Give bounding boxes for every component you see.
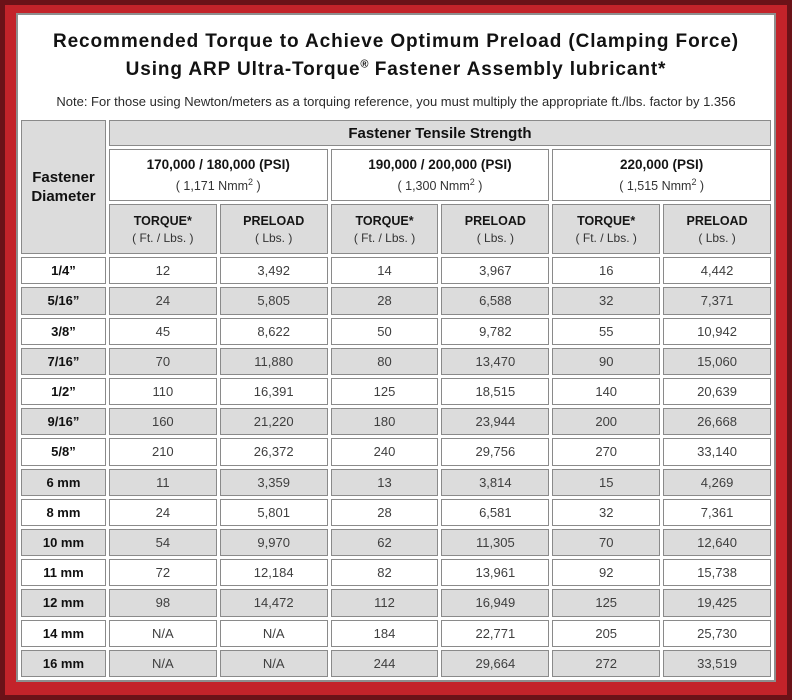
fastener-diameter-cell: 7/16” bbox=[21, 348, 106, 375]
table-row bbox=[21, 257, 771, 284]
preload-value-cell: 15,738 bbox=[663, 559, 771, 586]
preload-value-cell: 22,771 bbox=[441, 620, 549, 647]
torque-value-cell: 24 bbox=[109, 499, 217, 526]
preload-value-cell: 13,961 bbox=[441, 559, 549, 586]
torque-value-cell: 140 bbox=[552, 378, 660, 405]
torque-value-cell: 15 bbox=[552, 469, 660, 496]
fastener-diameter-cell: 1/4” bbox=[21, 257, 106, 284]
torque-value-cell: 13 bbox=[331, 469, 439, 496]
torque-value-cell: 210 bbox=[109, 438, 217, 465]
preload-value-cell: 3,814 bbox=[441, 469, 549, 496]
preload-column-header: PRELOAD ( Lbs. ) bbox=[220, 204, 328, 254]
torque-value-cell: 24 bbox=[109, 287, 217, 314]
table-row bbox=[21, 287, 771, 314]
preload-value-cell: 11,305 bbox=[441, 529, 549, 556]
torque-value-cell: 98 bbox=[109, 589, 217, 616]
torque-value-cell: 50 bbox=[331, 318, 439, 345]
preload-value-cell: 7,361 bbox=[663, 499, 771, 526]
preload-value-cell: 25,730 bbox=[663, 620, 771, 647]
psi-value: 190,000 / 200,000 (PSI) bbox=[368, 157, 512, 173]
preload-column-header: PRELOAD ( Lbs. ) bbox=[441, 204, 549, 254]
torque-value-cell: 62 bbox=[331, 529, 439, 556]
torque-value-cell: 82 bbox=[331, 559, 439, 586]
table-row bbox=[21, 408, 771, 435]
torque-value-cell: 72 bbox=[109, 559, 217, 586]
fastener-diameter-cell: 1/2” bbox=[21, 378, 106, 405]
torque-value-cell: 70 bbox=[552, 529, 660, 556]
torque-value-cell: 90 bbox=[552, 348, 660, 375]
nmm-value: ( 1,300 Nmm$^2$ ) bbox=[397, 177, 483, 194]
preload-value-cell: 5,805 bbox=[220, 287, 328, 314]
page-title bbox=[24, 28, 768, 83]
torque-value-cell: 240 bbox=[331, 438, 439, 465]
table-body bbox=[21, 257, 771, 677]
tensile-strength-header: Fastener Tensile Strength bbox=[109, 120, 771, 146]
content-panel bbox=[16, 13, 776, 682]
fastener-diameter-cell: 14 mm bbox=[21, 620, 106, 647]
preload-value-cell: 3,967 bbox=[441, 257, 549, 284]
preload-value-cell: 33,519 bbox=[663, 650, 771, 677]
preload-value-cell: 3,359 bbox=[220, 469, 328, 496]
psi-header-220 bbox=[552, 149, 771, 201]
preload-value-cell: 15,060 bbox=[663, 348, 771, 375]
torque-value-cell: 200 bbox=[552, 408, 660, 435]
preload-value-cell: 9,782 bbox=[441, 318, 549, 345]
preload-value-cell: 26,668 bbox=[663, 408, 771, 435]
torque-value-cell: 92 bbox=[552, 559, 660, 586]
preload-value-cell: 10,942 bbox=[663, 318, 771, 345]
torque-value-cell: 125 bbox=[552, 589, 660, 616]
table-row bbox=[21, 620, 771, 647]
torque-value-cell: 184 bbox=[331, 620, 439, 647]
table-row bbox=[21, 438, 771, 465]
preload-value-cell: N/A bbox=[220, 620, 328, 647]
torque-value-cell: N/A bbox=[109, 650, 217, 677]
preload-value-cell: 16,391 bbox=[220, 378, 328, 405]
torque-value-cell: 180 bbox=[331, 408, 439, 435]
preload-value-cell: 23,944 bbox=[441, 408, 549, 435]
preload-value-cell: 21,220 bbox=[220, 408, 328, 435]
preload-value-cell: N/A bbox=[220, 650, 328, 677]
torque-value-cell: 272 bbox=[552, 650, 660, 677]
torque-value-cell: 45 bbox=[109, 318, 217, 345]
torque-value-cell: 12 bbox=[109, 257, 217, 284]
preload-value-cell: 20,639 bbox=[663, 378, 771, 405]
nmm-value: ( 1,515 Nmm$^2$ ) bbox=[619, 177, 705, 194]
note-text: Note: For those using Newton/meters as a torquing reference, you must multiply the appropriate ft./lbs. factor by 1.356 bbox=[56, 94, 736, 110]
psi-header-170-180 bbox=[109, 149, 328, 201]
preload-column-header: PRELOAD ( Lbs. ) bbox=[663, 204, 771, 254]
torque-value-cell: 28 bbox=[331, 287, 439, 314]
torque-value-cell: 160 bbox=[109, 408, 217, 435]
table-row bbox=[21, 469, 771, 496]
torque-value-cell: 32 bbox=[552, 287, 660, 314]
torque-value-cell: 16 bbox=[552, 257, 660, 284]
preload-value-cell: 14,472 bbox=[220, 589, 328, 616]
torque-preload-table bbox=[18, 117, 774, 680]
table-row bbox=[21, 318, 771, 345]
torque-value-cell: 14 bbox=[331, 257, 439, 284]
table-row bbox=[21, 589, 771, 616]
psi-header-row bbox=[21, 149, 771, 201]
fastener-diameter-cell: 10 mm bbox=[21, 529, 106, 556]
fastener-diameter-cell: 11 mm bbox=[21, 559, 106, 586]
psi-header-190-200 bbox=[331, 149, 550, 201]
preload-value-cell: 18,515 bbox=[441, 378, 549, 405]
fastener-diameter-cell: 6 mm bbox=[21, 469, 106, 496]
torque-column-header: TORQUE* ( Ft. / Lbs. ) bbox=[109, 204, 217, 254]
table-row bbox=[21, 529, 771, 556]
preload-value-cell: 6,581 bbox=[441, 499, 549, 526]
fastener-diameter-cell: 16 mm bbox=[21, 650, 106, 677]
tensile-strength-header-row bbox=[21, 120, 771, 146]
title-line-1: Recommended Torque to Achieve Optimum Preload (Clamping Force) bbox=[52, 31, 740, 52]
preload-value-cell: 16,949 bbox=[441, 589, 549, 616]
fastener-diameter-cell: 3/8” bbox=[21, 318, 106, 345]
fastener-diameter-header bbox=[21, 120, 106, 254]
preload-value-cell: 12,640 bbox=[663, 529, 771, 556]
preload-value-cell: 8,622 bbox=[220, 318, 328, 345]
table-row bbox=[21, 378, 771, 405]
preload-value-cell: 5,801 bbox=[220, 499, 328, 526]
torque-value-cell: 205 bbox=[552, 620, 660, 647]
torque-value-cell: 125 bbox=[331, 378, 439, 405]
preload-value-cell: 33,140 bbox=[663, 438, 771, 465]
preload-value-cell: 29,756 bbox=[441, 438, 549, 465]
preload-value-cell: 19,425 bbox=[663, 589, 771, 616]
preload-value-cell: 4,442 bbox=[663, 257, 771, 284]
preload-value-cell: 9,970 bbox=[220, 529, 328, 556]
preload-value-cell: 6,588 bbox=[441, 287, 549, 314]
table-row bbox=[21, 559, 771, 586]
preload-value-cell: 7,371 bbox=[663, 287, 771, 314]
nmm-value: ( 1,171 Nmm$^2$ ) bbox=[175, 177, 261, 194]
title-line-2: Using ARP Ultra-Torque bbox=[125, 58, 361, 80]
title-block bbox=[18, 15, 774, 117]
torque-value-cell: 11 bbox=[109, 469, 217, 496]
table-row bbox=[21, 650, 771, 677]
torque-value-cell: 55 bbox=[552, 318, 660, 345]
torque-value-cell: 54 bbox=[109, 529, 217, 556]
corner-header-line2: Diameter bbox=[31, 188, 96, 206]
psi-value: 220,000 (PSI) bbox=[619, 157, 704, 173]
preload-value-cell: 4,269 bbox=[663, 469, 771, 496]
psi-value: 170,000 / 180,000 (PSI) bbox=[146, 157, 290, 173]
fastener-diameter-cell: 5/16” bbox=[21, 287, 106, 314]
registered-trademark-symbol: ® bbox=[360, 58, 369, 71]
preload-value-cell: 29,664 bbox=[441, 650, 549, 677]
table-row bbox=[21, 499, 771, 526]
torque-value-cell: 270 bbox=[552, 438, 660, 465]
column-header-row bbox=[21, 204, 771, 254]
torque-value-cell: 28 bbox=[331, 499, 439, 526]
fastener-diameter-cell: 8 mm bbox=[21, 499, 106, 526]
torque-value-cell: 80 bbox=[331, 348, 439, 375]
preload-value-cell: 3,492 bbox=[220, 257, 328, 284]
torque-column-header: TORQUE* ( Ft. / Lbs. ) bbox=[331, 204, 439, 254]
title-line-2-end: Fastener Assembly lubricant* bbox=[368, 58, 667, 80]
preload-value-cell: 13,470 bbox=[441, 348, 549, 375]
torque-value-cell: 112 bbox=[331, 589, 439, 616]
torque-column-header: TORQUE* ( Ft. / Lbs. ) bbox=[552, 204, 660, 254]
preload-value-cell: 11,880 bbox=[220, 348, 328, 375]
torque-value-cell: 110 bbox=[109, 378, 217, 405]
preload-value-cell: 12,184 bbox=[220, 559, 328, 586]
torque-value-cell: 244 bbox=[331, 650, 439, 677]
fastener-diameter-cell: 12 mm bbox=[21, 589, 106, 616]
torque-value-cell: 32 bbox=[552, 499, 660, 526]
torque-value-cell: N/A bbox=[109, 620, 217, 647]
corner-header-line1: Fastener bbox=[32, 168, 95, 186]
fastener-diameter-cell: 5/8” bbox=[21, 438, 106, 465]
torque-value-cell: 70 bbox=[109, 348, 217, 375]
preload-value-cell: 26,372 bbox=[220, 438, 328, 465]
fastener-diameter-cell: 9/16” bbox=[21, 408, 106, 435]
table-row bbox=[21, 348, 771, 375]
